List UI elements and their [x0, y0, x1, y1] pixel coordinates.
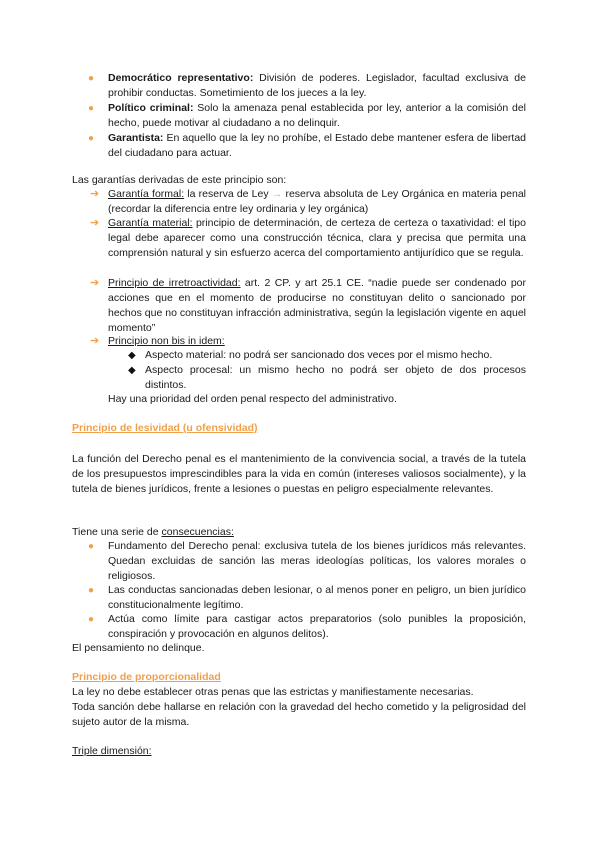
arrow-right-icon: ➔: [90, 277, 100, 289]
bullet-text: En aquello que la ley no prohíbe, el Estado debe mantener esfera de libertad del ciudadano para actuar.: [108, 132, 526, 159]
section-heading-proporcionalidad: Principio de proporcionalidad: [72, 671, 221, 683]
non-bis-material: Aspecto material: no podrá ser sancionado dos veces por el mismo hecho.: [145, 349, 493, 361]
proporcionalidad-p2: Toda sanción debe hallarse en relación con la gravedad del hecho cometido y la peligrosidad del sujeto autor de la misma.: [72, 701, 526, 728]
diamond-bullet-icon: ◆: [128, 350, 136, 361]
bullet-garantista: [108, 131, 526, 161]
bullet-label: Democrático representativo:: [108, 72, 254, 84]
garantia-text: reserva absoluta de Ley Orgánica en materia penal (recordar la diferencia entre ley ordinaria y ley orgánica): [108, 188, 526, 215]
garantia-label: Principio de irretroactividad:: [108, 277, 241, 289]
bullet-democratico: [108, 71, 526, 101]
garantia-label: Principio non bis in idem:: [108, 335, 225, 347]
bullet-dot-icon: ●: [88, 103, 95, 114]
garantias-intro: Las garantías derivadas de este principio son:: [72, 174, 287, 186]
bullet-dot-icon: ●: [88, 73, 95, 84]
bullet-text: Solo la amenaza penal establecida por ley, anterior a la comisión del hecho, puede motivar al ciudadano a no delinquir.: [108, 102, 526, 129]
arrow-right-icon: ➔: [90, 335, 100, 347]
bullet-dot-icon: ●: [88, 133, 95, 144]
garantia-text: principio de determinación, de certeza de certeza o taxatividad: el tipo legal debe aparecer como una construcción técnica, clara y precisa que permita una comprensión natural y sin esfuerzo acerca del comportamiento antijurídico que se regula.: [108, 217, 526, 259]
garantia-label: Garantía material:: [108, 217, 193, 229]
section-heading-lesividad: Principio de lesividad (u ofensividad): [72, 422, 258, 434]
consecuencia-item: Fundamento del Derecho penal: exclusiva tutela de los bienes jurídicos más relevantes. Quedan excluidas de sanción las meras ideologías políticas, los valores morales o religiosos.: [108, 540, 526, 582]
lesividad-paragraph: La función del Derecho penal es el mantenimiento de la convivencia social, a través de la tutela de los presupuestos imprescindibles para la vida en común (intereses valiosos socialmente), y la tutela de bienes jurídicos, frente a lesiones o puestas en peligro especialmente relevantes.: [72, 453, 526, 495]
pensamiento-text: El pensamiento no delinque.: [72, 642, 205, 654]
garantia-irretroactividad: [108, 276, 526, 336]
bullet-politico-criminal: [108, 101, 526, 131]
intro-underlined: consecuencias:: [161, 526, 234, 538]
diamond-bullet-icon: ◆: [128, 365, 136, 376]
garantia-text: la reserva de Ley: [184, 188, 272, 200]
intro-text: Tiene una serie de: [72, 526, 162, 538]
bullet-label: Político criminal:: [108, 102, 194, 114]
bullet-text: División de poderes. Legislador, facultad exclusiva de prohibir conductas. Sometimiento de los jueces a la ley.: [108, 72, 526, 99]
bullet-label: Garantista:: [108, 132, 164, 144]
consecuencia-item: Actúa como límite para castigar actos preparatorios (solo punibles la proposición, conspiración y provocación en algunos delitos).: [108, 613, 526, 640]
bullet-dot-icon: ●: [88, 585, 95, 596]
bullet-dot-icon: ●: [88, 614, 95, 625]
bullet-dot-icon: ●: [88, 541, 95, 552]
garantia-non-bis: [108, 334, 526, 349]
arrow-right-icon: →: [271, 188, 283, 200]
consecuencias-intro: [72, 525, 526, 540]
non-bis-procesal: Aspecto procesal: un mismo hecho no podrá ser objeto de dos procesos distintos.: [145, 364, 526, 391]
garantia-material: [108, 216, 526, 261]
garantia-label: Garantía formal:: [108, 188, 185, 200]
arrow-right-icon: ➔: [90, 217, 100, 229]
garantia-formal: [108, 187, 526, 217]
triple-dimension-heading: Triple dimensión:: [72, 745, 152, 757]
garantia-text: art. 2 CP. y art 25.1 CE. “nadie puede ser condenado por acciones que en el momento de producirse no constituyan delito o sancionado por hechos que no constituyan infracción administrativa, según la legislación vigente en aquel momento”: [108, 277, 527, 334]
prioridad-text: Hay una prioridad del orden penal respecto del administrativo.: [108, 393, 397, 405]
proporcionalidad-p1: La ley no debe establecer otras penas que las estrictas y manifiestamente necesarias.: [72, 686, 474, 698]
consecuencia-item: Las conductas sancionadas deben lesionar, o al menos poner en peligro, un bien jurídico constitucionalmente legítimo.: [108, 584, 526, 611]
arrow-right-icon: ➔: [90, 188, 100, 200]
